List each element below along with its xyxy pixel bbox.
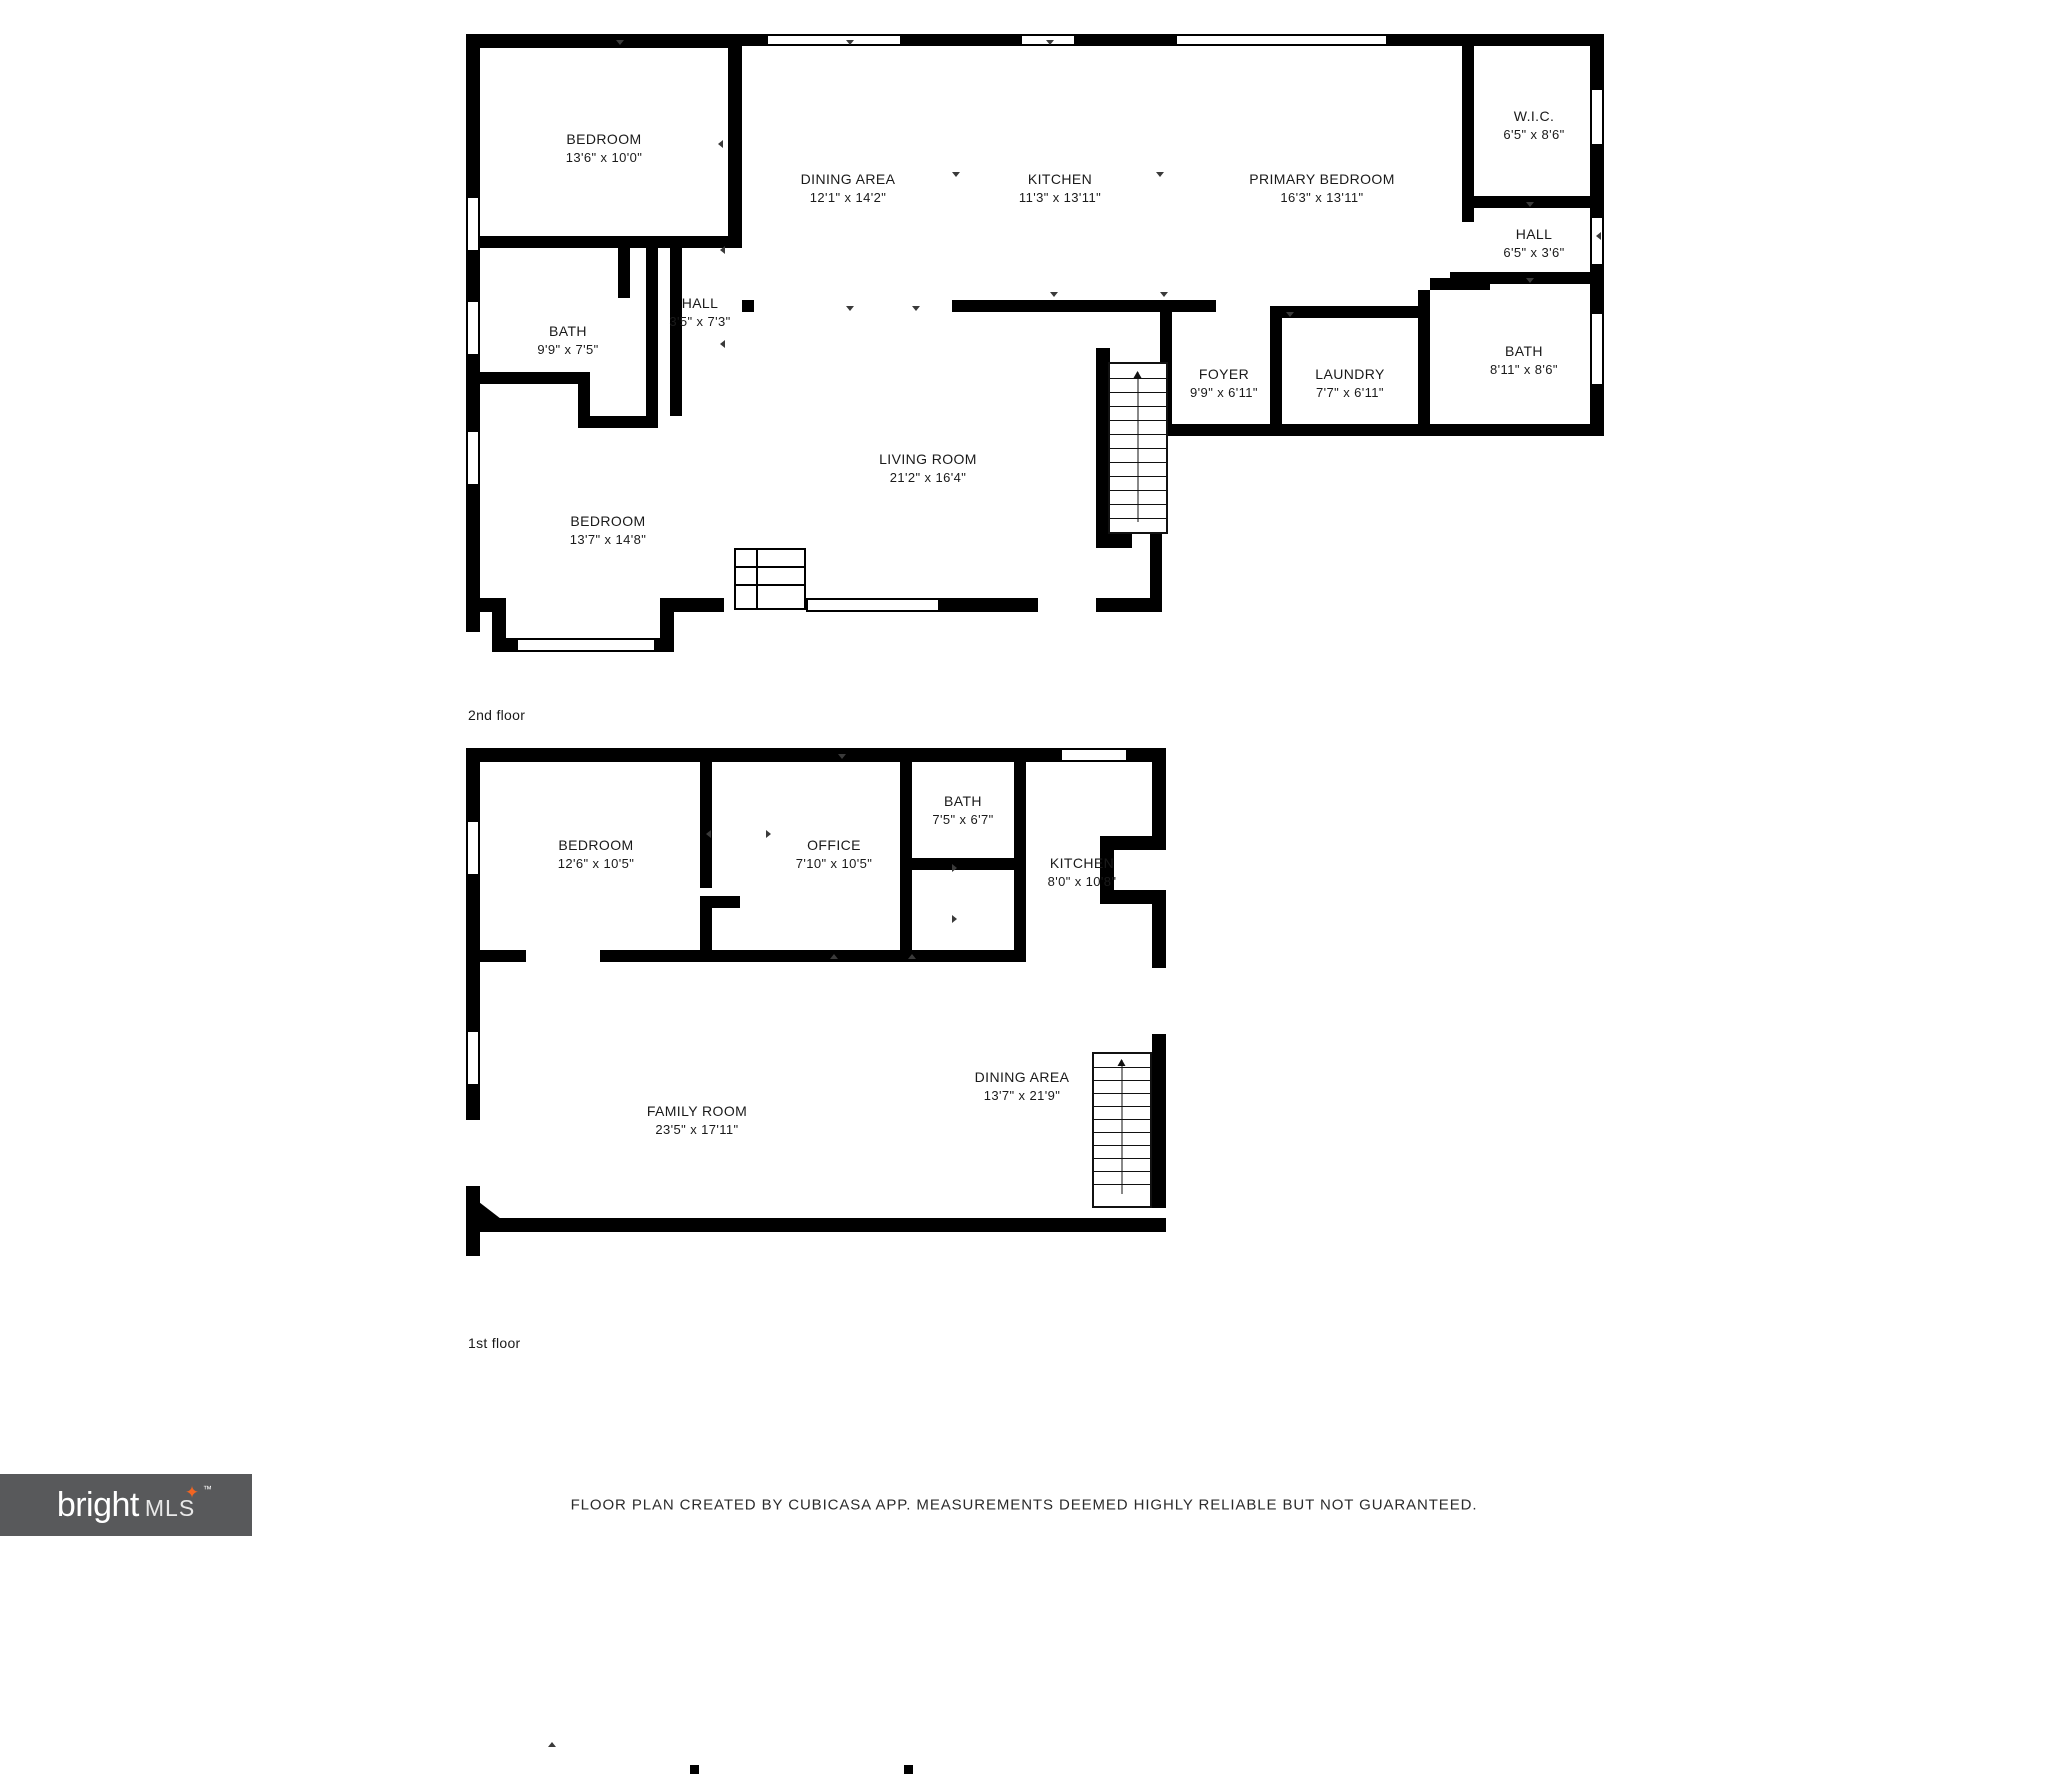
wall	[466, 1218, 1166, 1232]
door-marker	[952, 172, 960, 177]
wall	[660, 598, 722, 612]
wall	[1172, 424, 1268, 436]
room-label: LIVING ROOM 21'2" x 16'4"	[879, 450, 977, 485]
logo-brand: bright	[56, 1485, 139, 1524]
door-marker	[616, 40, 624, 45]
window	[1590, 312, 1604, 386]
room-label: BATH 8'11" x 8'6"	[1490, 342, 1558, 377]
window	[806, 598, 940, 612]
door-marker	[1596, 232, 1601, 240]
room-label: W.I.C. 6'5" x 8'6"	[1503, 107, 1565, 142]
wall	[1462, 46, 1474, 206]
door-marker	[718, 140, 723, 148]
porch-step	[734, 566, 806, 568]
room-label: DINING AREA 13'7" x 21'9"	[974, 1068, 1070, 1103]
door-marker	[846, 306, 854, 311]
wall	[1270, 306, 1282, 436]
room-label: OFFICE 7'10" x 10'5"	[795, 836, 873, 871]
door-marker	[1160, 292, 1168, 297]
wall	[646, 380, 658, 428]
wall	[1014, 870, 1026, 962]
wall	[700, 950, 912, 962]
window	[466, 430, 480, 486]
room-label: FOYER 9'9" x 6'11"	[1190, 365, 1258, 400]
wall	[1100, 890, 1166, 904]
window	[466, 1030, 480, 1086]
brightmls-logo	[0, 1474, 252, 1536]
wall	[700, 762, 712, 888]
wall	[700, 896, 740, 908]
wall	[742, 300, 754, 312]
room-label: FAMILY ROOM 23'5" x 17'11"	[646, 1102, 748, 1137]
disclaimer-text: FLOOR PLAN CREATED BY CUBICASA APP. MEASUREMENTS DEEMED HIGHLY RELIABLE BUT NOT GUARANTEED.	[570, 1496, 1478, 1514]
wall	[912, 950, 1026, 962]
door-marker	[912, 306, 920, 311]
second-floor-plan	[0, 0, 2048, 723]
door-marker	[908, 954, 916, 959]
wall	[1386, 34, 1602, 46]
door-marker	[1286, 312, 1294, 317]
room-label: KITCHEN 11'3" x 13'11"	[1018, 170, 1102, 205]
staircase	[1108, 362, 1168, 534]
wall	[1450, 272, 1474, 284]
window	[466, 820, 480, 876]
window	[766, 34, 906, 46]
door-marker	[720, 246, 725, 254]
wall	[1462, 206, 1474, 222]
column	[904, 1765, 913, 1774]
wall	[466, 372, 586, 384]
stairs-up-arrow	[1138, 372, 1139, 522]
door-marker	[838, 754, 846, 759]
window	[466, 300, 480, 356]
door-marker	[1050, 292, 1058, 297]
window	[1175, 34, 1390, 46]
wall	[466, 598, 492, 612]
wall	[1152, 1036, 1166, 1208]
wall	[938, 598, 1038, 612]
room-label: KITCHEN 8'0" x 10'8"	[1047, 854, 1117, 889]
logo-wordmark	[56, 1482, 212, 1525]
wall	[1270, 306, 1430, 318]
wall	[466, 950, 526, 962]
room-label: BATH 9'9" x 7'5"	[537, 322, 599, 357]
wall	[728, 34, 742, 239]
footer	[0, 1474, 2048, 1536]
wall	[1096, 534, 1132, 548]
floor-label-2nd: 2nd floor	[468, 707, 526, 723]
door-marker	[952, 915, 957, 923]
door-marker	[1526, 278, 1534, 283]
wall	[1262, 424, 1604, 436]
entry-porch	[734, 548, 806, 610]
door-marker	[548, 1742, 556, 1747]
room-label: PRIMARY BEDROOM 16'3" x 13'11"	[1249, 170, 1395, 205]
wall	[900, 858, 1026, 870]
window	[1060, 748, 1128, 762]
wall	[714, 598, 724, 612]
window	[466, 196, 480, 252]
door-marker	[846, 40, 854, 45]
room-label: HALL 6'5" x 3'6"	[1503, 225, 1565, 260]
door-marker	[766, 830, 771, 838]
staircase	[1092, 1052, 1152, 1208]
wall	[1152, 748, 1166, 848]
logo-spark-icon: ✦	[184, 1482, 199, 1502]
wall	[646, 236, 742, 248]
wall	[466, 34, 742, 48]
logo-mls: MLS	[144, 1494, 196, 1521]
porch-step	[734, 584, 806, 586]
logo-trademark: ™	[202, 1483, 212, 1494]
room-label: DINING AREA 12'1" x 14'2"	[800, 170, 896, 205]
wall	[1014, 762, 1026, 870]
door-marker	[830, 954, 838, 959]
door-marker	[1156, 172, 1164, 177]
wall	[1096, 348, 1110, 362]
room-label: BATH 7'5" x 6'7"	[932, 792, 994, 827]
room-label: LAUNDRY 7'7" x 6'11"	[1315, 365, 1385, 400]
window	[516, 638, 656, 652]
wall	[952, 300, 1216, 312]
porch-step	[756, 548, 758, 610]
floor-label-1st: 1st floor	[468, 1335, 521, 1351]
room-label: BEDROOM 13'7" x 14'8"	[569, 512, 647, 547]
stairs-up-arrow	[1122, 1060, 1123, 1194]
wall	[618, 236, 630, 298]
door-marker	[1526, 202, 1534, 207]
door-marker	[1046, 40, 1054, 45]
door-marker	[952, 864, 957, 872]
door-marker	[706, 830, 711, 838]
window	[1590, 216, 1604, 266]
room-label: BEDROOM 12'6" x 10'5"	[557, 836, 635, 871]
first-floor-plan	[0, 740, 2048, 1351]
wall	[600, 950, 712, 962]
column	[690, 1765, 699, 1774]
door-marker	[720, 340, 725, 348]
wall	[1096, 348, 1108, 548]
room-label: HALL 3'5" x 7'3"	[669, 294, 731, 329]
wall-opening	[1152, 968, 1166, 1034]
window	[1590, 88, 1604, 146]
wall-opening	[466, 1120, 480, 1186]
room-label: BEDROOM 13'6" x 10'0"	[565, 130, 643, 165]
